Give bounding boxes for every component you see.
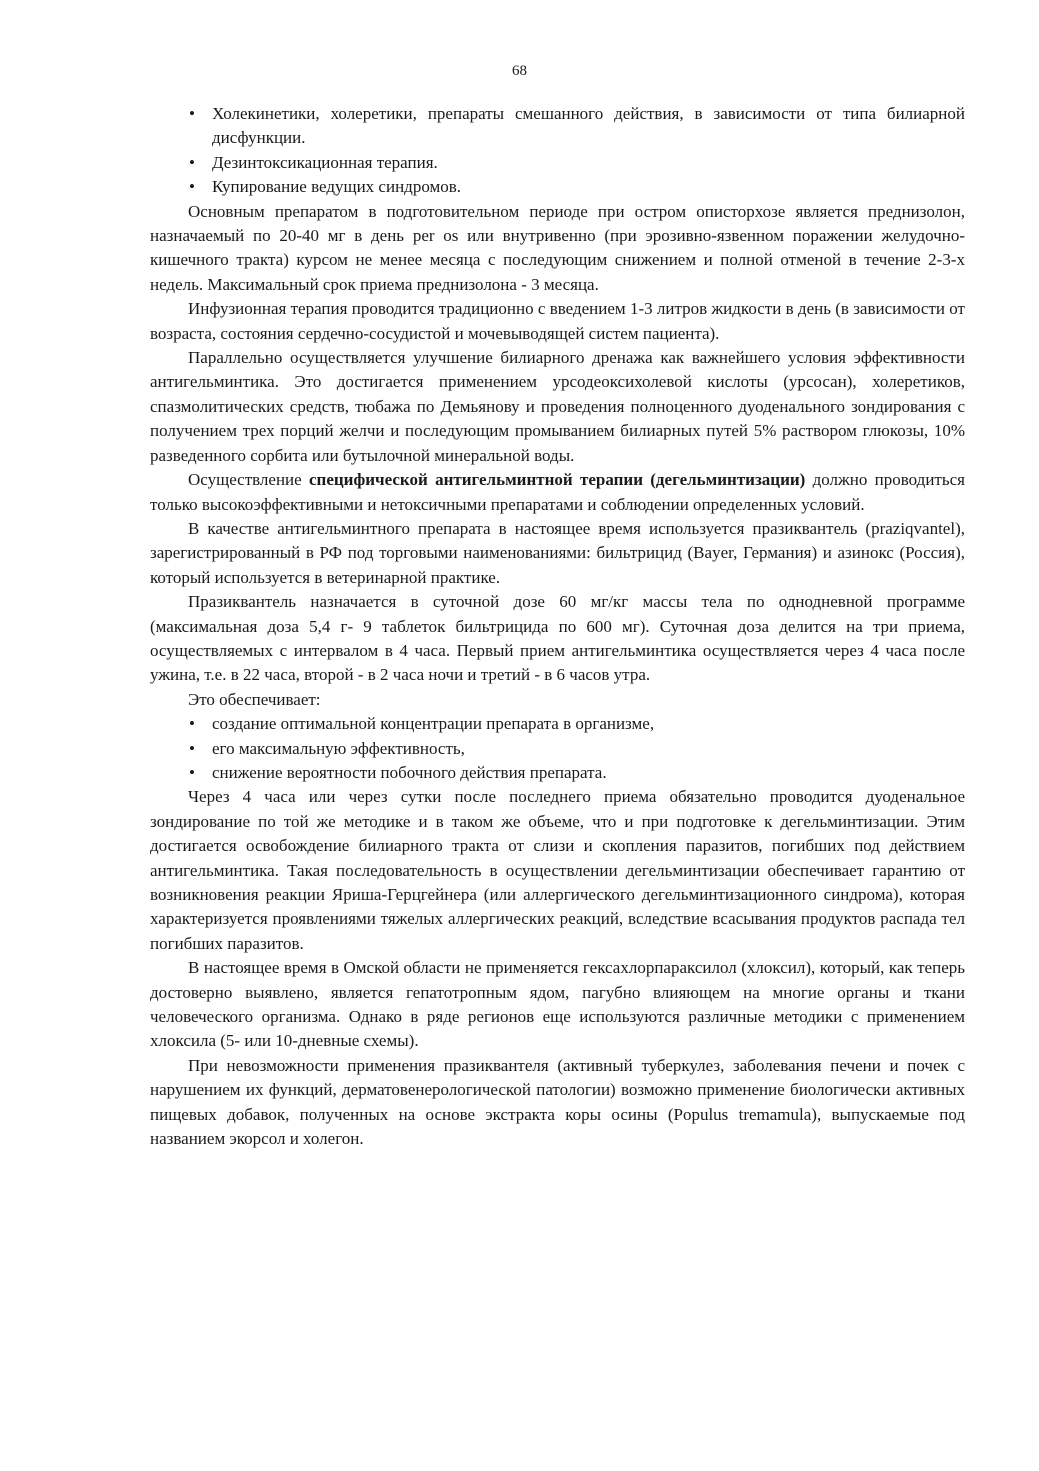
paragraph-dosage: Празиквантель назначается в суточной дозе 60 мг/кг массы тела по однодневной программе (максимальная доза 5,4 г- 9 таблеток бильтрицида по 600 мг). Суточная доза делится на три приема, осуществляемых с интервалом в 4 часа. Первый прием антигельминтика осуществляется через 4 часа после ужина, т.е. в 22 часа, второй - в 2 часа ночи и третий - в 6 часов утра. [150, 592, 965, 685]
paragraph-provides: Это обеспечивает: [188, 689, 321, 709]
list-item: • снижение вероятности побочного действия препарата. [150, 761, 965, 785]
list-item: • Дезинтоксикационная терапия. [150, 151, 965, 175]
list-item: • его максимальную эффективность, [150, 737, 965, 761]
paragraph-praziquantel: В качестве антигельминтного препарата в настоящее время используется празиквантель (praziqvantel), зарегистрированный в РФ под торговыми наименованиями: бильтрицид (Bayer, Германия) и азинокс (Россия), который используется в ветеринарной практике. [150, 518, 965, 587]
paragraph-infusion: Инфузионная терапия проводится традиционно с введением 1-3 литров жидкости в день (в зависимости от возраста, состояния сердечно-сосудистой и мочевыводящей систем пациента). [150, 299, 965, 343]
page-body [150, 102, 965, 1151]
paragraph-sounding: Через 4 часа или через сутки после последнего приема обязательно проводится дуоденальное зондирование по той же методике и в таком же объеме, что и при подготовке к дегельминтизации. Этим достигается освобождение билиарного тракта от слизи и скопления паразитов, погибших под действием антигельминтика. Такая последовательность в осуществлении дегельминтизации обеспечивает гарантию от возникновения реакции Яриша-Герцгейнера (или аллергического дегельминтизационного синдрома), которая характеризуется проявлениями тяжелых аллергических реакций, вследствие всасывания продуктов распада тел погибших паразитов. [150, 787, 965, 953]
emphasis-specific-therapy: специфической антигельминтной терапии (дегельминтизации) [309, 470, 806, 490]
list-item: • Холекинетики, холеретики, препараты смешанного действия, в зависимости от типа билиарной дисфункции. [150, 102, 965, 151]
treatment-list [150, 102, 965, 200]
paragraph-alternatives: При невозможности применения празиквантеля (активный туберкулез, заболевания печени и почек с нарушением их функций, дерматовенерологической патологии) возможно применение биологически активных пищевых добавок, полученных на основе экстракта коры осины (Populus tremamula), выпускаемые под названием экорсол и холегон. [150, 1055, 965, 1149]
paragraph-specific-therapy: Осуществление специфической антигельминтной терапии (дегельминтизации) должно проводиться только высокоэффективными и нетоксичными препаратами и соблюдении определенных условий. [150, 470, 965, 514]
benefits-list [150, 712, 965, 785]
list-item: • создание оптимальной концентрации препарата в организме, [150, 712, 965, 736]
paragraph-prednisolone: Основным препаратом в подготовительном периоде при остром описторхозе является преднизолон, назначаемый по 20-40 мг в день per os или внутривенно (при эрозивно-язвенном поражении желудочно-кишечного тракта) курсом не менее месяца с последующим снижением и полной отменой в течение 2-3-х недель. Максимальный срок приема преднизолона - 3 месяца. [150, 201, 965, 294]
paragraph-biliary-drainage: Параллельно осуществляется улучшение билиарного дренажа как важнейшего условия эффективности антигельминтика. Это достигается применением урсодеоксихолевой кислоты (урсосан), холеретиков, спазмолитических средств, тюбажа по Демьянову и проведения полноценного дуоденального зондирования с получением трех порций желчи и последующим промыванием билиарных путей 5% раствором глюкозы, 10% разведенного сорбита или бутылочной минеральной воды. [150, 348, 965, 465]
list-item: • Купирование ведущих синдромов. [150, 175, 965, 199]
paragraph-hloxil: В настоящее время в Омской области не применяется гексахлорпараксилол (хлоксил), который, как теперь достоверно выявлено, является гепатотропным ядом, пагубно влияющем на многие органы и ткани человеческого организма. Однако в ряде регионов еще используются различные методики с применением хлоксила (5- или 10-дневные схемы). [150, 958, 965, 1051]
page-number: 68 [512, 63, 527, 79]
